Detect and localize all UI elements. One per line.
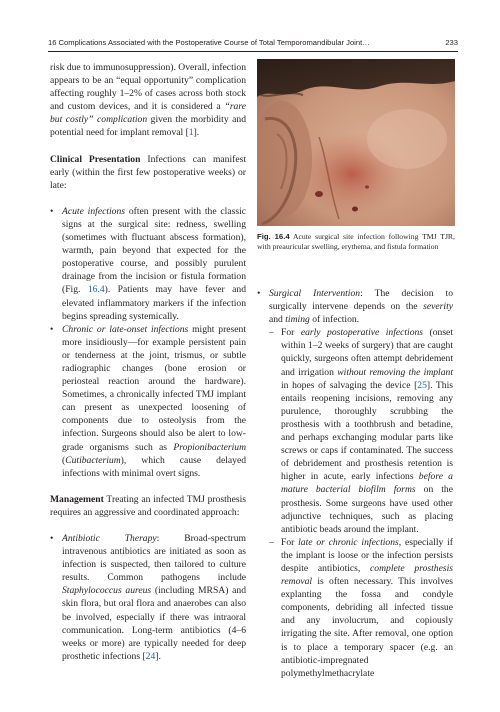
figure-link[interactable]: 16.4 [87, 284, 105, 296]
caption-text: Acute surgical site infection following TMJ TJR, with preauricular swelling, erythema, and fistula formation [257, 232, 455, 252]
management-heading: Management [50, 493, 104, 505]
page-number: 233 [445, 38, 458, 47]
surgical-list [257, 287, 453, 680]
management-paragraph: Management Treating an infected TMJ prosthesis requires an aggressive and coordinated approach: [50, 493, 246, 518]
list-item: • Antibiotic Therapy: Broad-spectrum intravenous antibiotics are initiated as soon as infection is suspected, then tailored to culture results. Common pathogens include Staphylococcus aureus (including MRSA) and skin flora, but oral flora and anaerobes can also be involved, especially if there was intraoral communication. Long-term antibiotics (4–6 weeks or more) are typically needed for deep prosthetic infections [24]. [50, 532, 246, 663]
citation-link[interactable]: 1 [188, 127, 194, 139]
intro-paragraph: risk due to immunosuppression). Overall, infection appears to be an “equal opportunity” complication affecting roughly 1–2% of cases across both stock and custom devices, and it is considered a “rare but costly” complication given the morbidity and potential need for implant removal [1]. [50, 62, 246, 139]
surgical-sublist [269, 326, 453, 680]
clinical-photo [257, 59, 455, 226]
clinical-presentation-paragraph: Clinical Presentation Infections can manifest early (within the first few postoperative weeks) or late: [50, 153, 246, 191]
left-column [50, 61, 246, 663]
header-rule [48, 51, 458, 52]
list-item: • Chronic or late-onset infections might present more insidiously—for example persistent pain or tenderness at the joint, trismus, or subtle radiographic changes (bone erosion or periosteal reaction around the hardware). Sometimes, a chronically infected TMJ implant can present as unexpected loosening of components due to osteolysis from the infection. Surgeons should also be alert to low-grade organisms such as Propionibacterium (Cutibacterium), which cause delayed infections with minimal overt signs. [50, 323, 246, 480]
list-item: – For late or chronic infections, especially if the implant is loose or the infection persists despite antibiotics, complete prosthesis removal is often necessary. This involves explanting the fossa and condyle components, debriding all infected tissue and any involucrum, and copiously irrigating the site. After removal, one option is to place a temporary spacer (e.g. an antibiotic-impregnated polymethylmethacrylate [269, 536, 453, 680]
citation-link[interactable]: 24 [145, 650, 156, 662]
clinical-presentation-heading: Clinical Presentation [50, 153, 141, 165]
presentation-list [50, 205, 246, 480]
list-item: • Acute infections often present with the classic signs at the surgical site: redness, swelling (sometimes with fluctuant abscess formation), warmth, pain beyond that expected for the postoperative course, and possibly purulent drainage from the incision or fistula formation (Fig. 16.4). Patients may have fever and elevated inflammatory markers if the infection begins spreading systemically. [50, 205, 246, 323]
chapter-title: 16 Complications Associated with the Postoperative Course of Total Temporomandibular Joint… [48, 38, 370, 47]
figure-label: Fig. 16.4 [257, 232, 290, 241]
list-item: • Surgical Intervention: The decision to surgically intervene depends on the severity and timing of infection. – For early postoperative infections (onset within 1–2 weeks of surgery) that are caught quickly, surgeons often attempt debridement and irrigation without removing the implant in hopes of salvaging the device [25]. This entails reopening incisions, removing any purulence, thoroughly scrubbing the prosthesis with a toothbrush and betadine, and perhaps exchanging modular parts like screws or caps if contaminated. The success of debridement and prosthesis retention is higher in acute, early infections before a mature bacterial biofilm forms on the prosthesis. Some surgeons have used other adjunctive techniques, such as placing antibiotic beads around the implant. – For late or chronic infections, especially if the implant is loose or the infection persists despite antibiotics, complete prosthesis removal is often necessary. This involves explanting the fossa and condyle components, debriding all infected tissue and any involucrum, and copiously irrigating the site. After removal, one option is to place a temporary spacer (e.g. an antibiotic-impregnated polymethylmethacrylate [257, 287, 453, 680]
citation-link[interactable]: 25 [417, 379, 427, 391]
figure-caption [257, 232, 455, 252]
list-item: – For early postoperative infections (onset within 1–2 weeks of surgery) that are caught quickly, surgeons often attempt debridement and irrigation without removing the implant in hopes of salvaging the device [25]. This entails reopening incisions, removing any purulence, thoroughly scrubbing the prosthesis with a toothbrush and betadine, and perhaps exchanging modular parts like screws or caps if contaminated. The success of debridement and prosthesis retention is higher in acute, early infections before a mature bacterial biofilm forms on the prosthesis. Some surgeons have used other adjunctive techniques, such as placing antibiotic beads around the implant. [269, 326, 453, 536]
running-header [48, 38, 458, 50]
management-list [50, 532, 246, 663]
right-column [257, 287, 453, 680]
